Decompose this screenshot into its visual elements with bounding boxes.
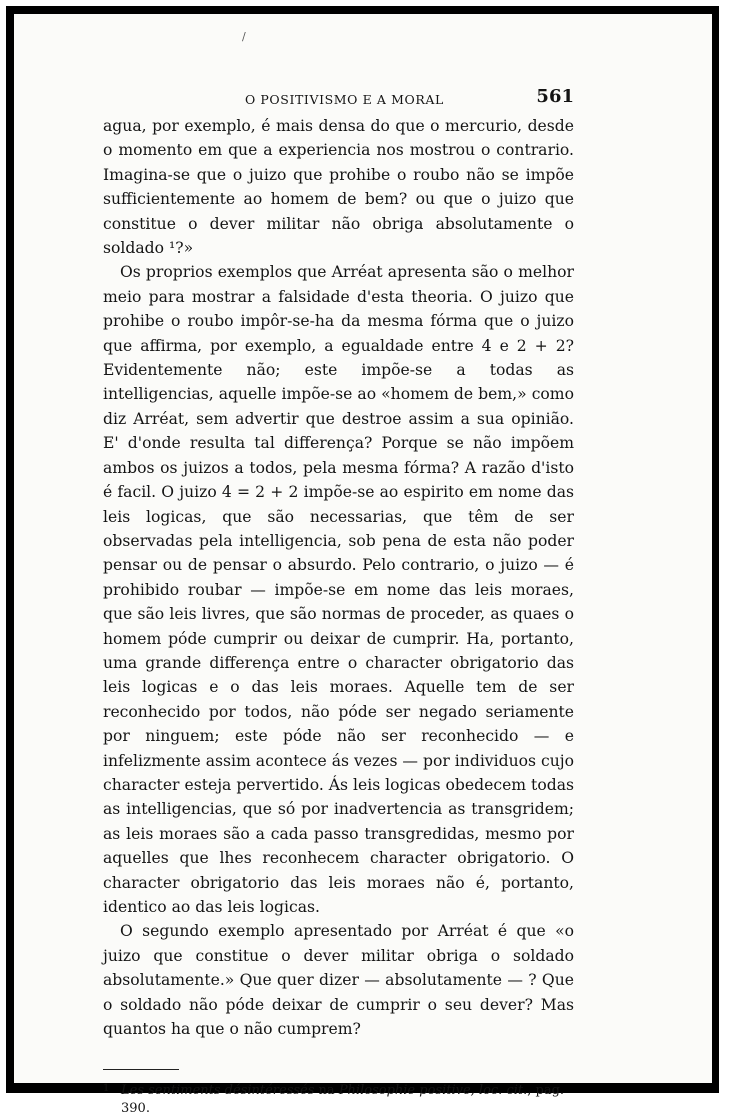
document-page <box>103 88 574 1118</box>
body-text <box>103 114 574 1041</box>
paragraph-1: agua, por exemplo, é mais densa do que o mercurio, desde o momento em que a experiencia nos mostrou o contrario. Imagina-se que o juizo que prohibe o roubo não se impõe sufficientemente ao homem de bem? ou que o juizo que constitue o dever militar não obriga absolutamente o soldado ¹?» <box>103 117 574 258</box>
footnote-mark: 1 <box>103 1083 110 1095</box>
running-head-title: O POSITIVISMO E A MORAL <box>245 92 444 107</box>
footnote-title: Les sentiments désintéressés <box>121 1083 315 1099</box>
footnote-middle: na <box>314 1083 339 1099</box>
page-number: 561 <box>536 86 574 107</box>
running-head <box>103 88 574 114</box>
footnote-tail: , pag. 390. <box>121 1083 565 1117</box>
paragraph-2: Os proprios exemplos que Arréat apresenta são o melhor meio para mostrar a falsidade d'esta theoria. O juizo que prohibe o roubo impôr-se-ha da mesma fórma que o juizo que affirma, por exemplo, a egualdade entre 4 e 2 + 2? Evidentemente não; este impõe-se a todas as intelligencias, aquelle impõe-se ao «homem de bem,» como diz Arréat, sem advertir que destroe assim a sua opinião. E' d'onde resulta tal differença? Porque se não impõem ambos os juizos a todos, pela mesma fórma? A razão d'isto é facil. O juizo 4 = 2 + 2 impõe-se ao espirito em nome das leis logicas, que são necessarias, que têm de ser observadas pela intelligencia, sob pena de esta não poder pensar ou de pensar o absurdo. Pelo contrario, o juizo — é prohibido roubar — impõe-se em nome das leis moraes, que são leis livres, que são normas de proceder, as quaes o homem póde cumprir ou deixar de cumprir. Ha, portanto, uma grande differença entre o character obrigatorio das leis logicas e o das leis moraes. Aquelle tem de ser reconhecido por todos, não póde ser negado seriamente por ninguem; este póde não ser reconhecido — e infelizmente assim acontece ás vezes — por individuos cujo character esteja pervertido. Ás leis logicas obedecem todas as intelligencias, que só por inadvertencia as transgridem; as leis moraes são a cada passo transgredidas, mesmo por aquelles que lhes reconhecem character obrigatorio. O character obrigatorio das leis moraes não é, portanto, identico ao das leis logicas. <box>103 263 574 916</box>
stray-mark: / <box>242 30 246 43</box>
footnote <box>103 1082 574 1118</box>
footnote-source: Philosophie positive, loc. cit. <box>338 1083 528 1099</box>
paragraph-3: O segundo exemplo apresentado por Arréat é que «o juizo que constitue o dever militar obriga o soldado absolutamente.» Que quer dizer — absolutamente — ? Que o soldado não póde deixar de cumprir o seu dever? Mas quantos ha que o não cumprem? <box>103 922 574 1039</box>
footnote-rule <box>103 1069 179 1070</box>
